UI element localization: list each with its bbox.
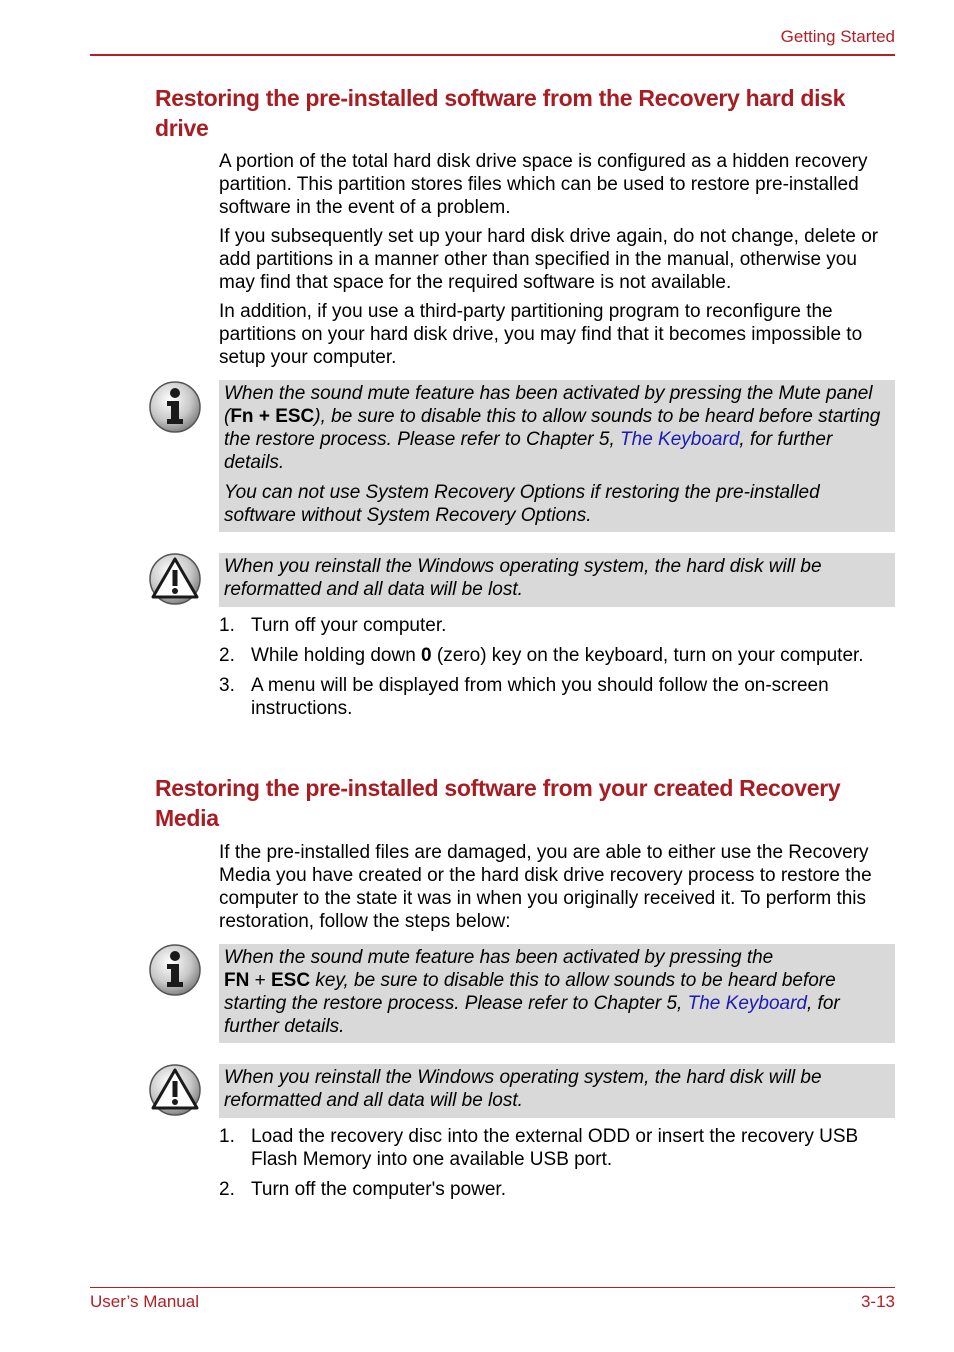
step-text: (zero) key on the keyboard, turn on your computer. — [431, 645, 864, 666]
step-text: While holding down — [251, 645, 422, 666]
section-heading-recovery-hdd: Restoring the pre-installed software from the Recovery hard disk drive — [155, 85, 846, 141]
steps-list — [219, 614, 895, 727]
step-text: Turn off the computer's power. — [251, 1179, 506, 1200]
paragraph: A portion of the total hard disk drive space is configured as a hidden recovery partition. This partition stores files which can be used to restore pre-installed software in the event of a problem. — [219, 151, 868, 218]
page-number: 3-13 — [860, 1292, 895, 1311]
key-name: 0 — [421, 645, 432, 666]
info-icon — [148, 943, 202, 997]
warning-note — [219, 1064, 895, 1118]
note-text: When the sound mute feature has been activated by pressing the — [224, 947, 774, 968]
chapter-link[interactable]: The Keyboard — [687, 993, 807, 1014]
list-item — [219, 674, 895, 720]
warning-note-text: When you reinstall the Windows operating system, the hard disk will be reformatted and all data will be lost. — [224, 1067, 822, 1111]
note-text: When the sound mute feature has been activated by pressing the Mute panel ( — [224, 383, 873, 427]
note-text: , for further details. — [224, 993, 840, 1037]
warning-icon — [148, 552, 202, 606]
note-text: + — [249, 970, 271, 991]
warning-note — [219, 553, 895, 607]
step-number: 1. — [219, 1126, 235, 1147]
list-item — [219, 644, 895, 667]
key-name: ESC — [270, 970, 311, 991]
step-text: Turn off your computer. — [251, 615, 447, 636]
step-number: 3. — [219, 675, 235, 696]
warning-note-text: When you reinstall the Windows operating system, the hard disk will be reformatted and all data will be lost. — [224, 556, 822, 600]
header-rule — [90, 54, 895, 56]
paragraph: If the pre-installed files are damaged, you are able to either use the Recovery Media you have created or the hard disk drive recovery process to restore the computer to the state it was in when you originally received it. To perform this restoration, follow the steps below: — [219, 842, 872, 932]
steps-list — [219, 1125, 895, 1208]
chapter-link[interactable]: The Keyboard — [620, 429, 740, 450]
list-item — [219, 614, 895, 637]
info-note-text — [224, 946, 887, 1038]
section-heading-recovery-media: Restoring the pre-installed software from your created Recovery Media — [155, 775, 841, 831]
paragraph: If you subsequently set up your hard disk drive again, do not change, delete or add partitions in a manner other than specified in the manual, otherwise you may find that space for the required software is not available. — [219, 226, 879, 293]
info-note — [219, 944, 895, 1043]
paragraph: In addition, if you use a third-party partitioning program to reconfigure the partitions on your hard disk drive, you may find that it becomes impossible to setup your computer. — [219, 301, 863, 368]
key-name: FN — [224, 970, 250, 991]
footer-rule — [90, 1287, 895, 1288]
note-text: , for further details. — [224, 429, 833, 473]
info-note-text — [224, 382, 887, 474]
key-name: Fn + ESC — [230, 406, 315, 427]
list-item — [219, 1125, 895, 1171]
running-header: Getting Started — [780, 27, 895, 46]
info-note — [219, 380, 895, 532]
info-note-text: You can not use System Recovery Options if restoring the pre-installed software without System Recovery Options. — [224, 482, 820, 526]
note-text: key, be sure to disable this to allow sounds to be heard before starting the restore process. Please refer to Chapter 5, — [224, 970, 836, 1014]
step-number: 2. — [219, 1179, 235, 1200]
list-item — [219, 1178, 895, 1201]
step-number: 1. — [219, 615, 235, 636]
info-icon — [148, 380, 202, 434]
step-text: Load the recovery disc into the external ODD or insert the recovery USB Flash Memory into one available USB port. — [251, 1126, 859, 1170]
step-number: 2. — [219, 645, 235, 666]
footer-manual-title: User’s Manual — [90, 1292, 199, 1311]
note-text: ), be sure to disable this to allow sounds to be heard before starting the restore process. Please refer to Chapter 5, — [224, 406, 881, 450]
warning-icon — [148, 1063, 202, 1117]
step-text: A menu will be displayed from which you should follow the on-screen instructions. — [251, 675, 829, 719]
